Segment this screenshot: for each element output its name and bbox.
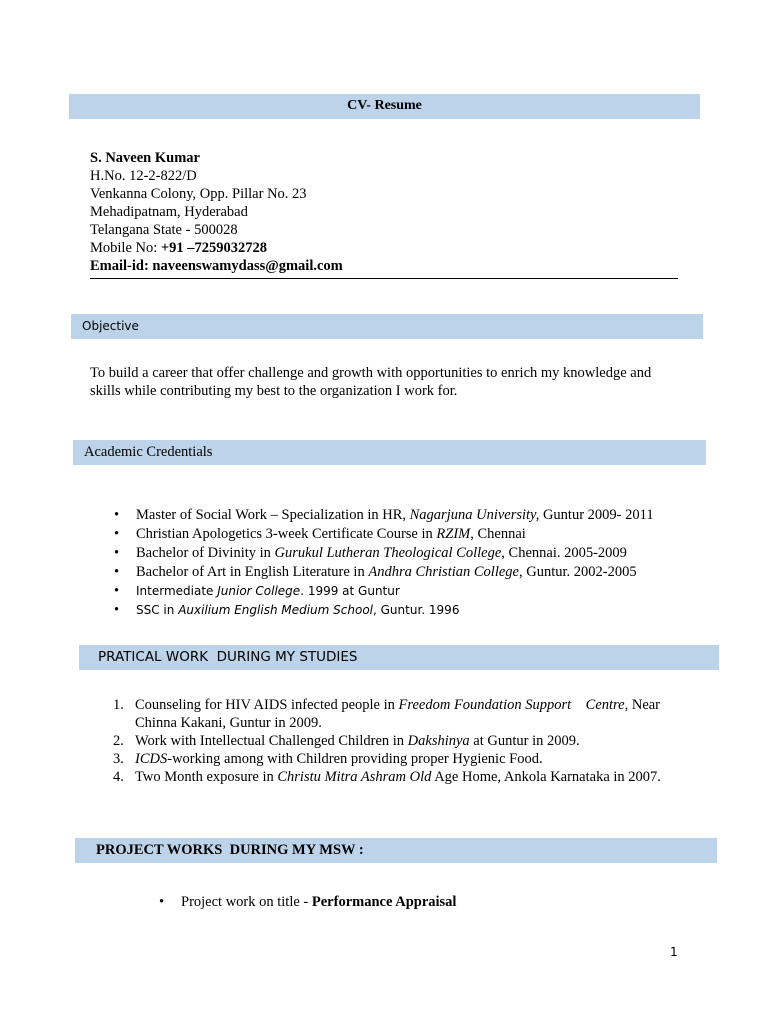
- bullet-icon: •: [114, 564, 120, 580]
- projects-heading: PROJECT WORKS DURING MY MSW :: [96, 842, 364, 858]
- bullet-icon: •: [114, 602, 120, 618]
- bullet-icon: •: [114, 545, 120, 561]
- practical-heading: PRATICAL WORK DURING MY STUDIES: [98, 649, 358, 665]
- bullet-icon: •: [114, 507, 120, 523]
- bullet-icon: •: [159, 894, 165, 910]
- objective-line-2: skills while contributing my best to the organization I work for.: [90, 383, 458, 399]
- contact-block: [90, 149, 343, 275]
- mobile-line: [90, 239, 343, 257]
- candidate-name: S. Naveen Kumar: [90, 150, 200, 166]
- list-item: • Project work on title - Performance Appraisal: [135, 893, 456, 912]
- objective-band: [71, 314, 703, 339]
- list-item: • Intermediate Junior College. 1999 at Guntur: [90, 582, 654, 601]
- page-number: 1: [670, 945, 678, 959]
- mobile-label: Mobile No:: [90, 240, 161, 256]
- address-house: H.No. 12-2-822/D: [90, 168, 197, 184]
- title-band: [69, 94, 700, 119]
- contact-divider: [90, 278, 678, 279]
- academic-list: [90, 506, 654, 620]
- practical-list: [91, 696, 691, 786]
- list-item: 4. Two Month exposure in Christu Mitra Ashram Old Age Home, Ankola Karnataka in 2007.: [113, 769, 661, 785]
- list-item: • Bachelor of Divinity in Gurukul Lutheran Theological College, Chennai. 2005-2009: [90, 544, 654, 563]
- bullet-icon: •: [114, 583, 120, 599]
- practical-band: [79, 645, 719, 670]
- list-item: • Master of Social Work – Specialization in HR, Nagarjuna University, Guntur 2009- 2011: [90, 506, 654, 525]
- objective-line-1: To build a career that offer challenge and growth with opportunities to enrich my knowledge and: [90, 365, 652, 381]
- address-state: Telangana State - 500028: [90, 222, 238, 238]
- list-item: • SSC in Auxilium English Medium School, Guntur. 1996: [90, 601, 654, 620]
- bullet-icon: •: [114, 526, 120, 542]
- address-street: Venkanna Colony, Opp. Pillar No. 23: [90, 186, 307, 202]
- objective-text: [90, 364, 651, 400]
- list-item: 1. Counseling for HIV AIDS infected people in Freedom Foundation Support Centre, Near Chinna Kakani, Guntur in 2009.: [113, 697, 661, 731]
- email-line: Email-id: naveenswamydass@gmail.com: [90, 258, 343, 274]
- objective-heading: Objective: [82, 319, 139, 333]
- list-item: 2. Work with Intellectual Challenged Children in Dakshinya at Guntur in 2009.: [113, 733, 580, 749]
- mobile-number: +91 –7259032728: [160, 240, 268, 256]
- list-item: 3. ICDS-working among with Children providing proper Hygienic Food.: [113, 751, 543, 767]
- address-area: Mehadipatnam, Hyderabad: [90, 204, 248, 220]
- academic-heading: Academic Credentials: [84, 444, 213, 460]
- academic-band: [73, 440, 706, 465]
- list-item: • Bachelor of Art in English Literature in Andhra Christian College, Guntur. 2002-2005: [90, 563, 654, 582]
- page-title: CV- Resume: [347, 98, 422, 113]
- list-item: • Christian Apologetics 3-week Certificate Course in RZIM, Chennai: [90, 525, 654, 544]
- projects-band: [75, 838, 717, 863]
- projects-list: [135, 893, 456, 912]
